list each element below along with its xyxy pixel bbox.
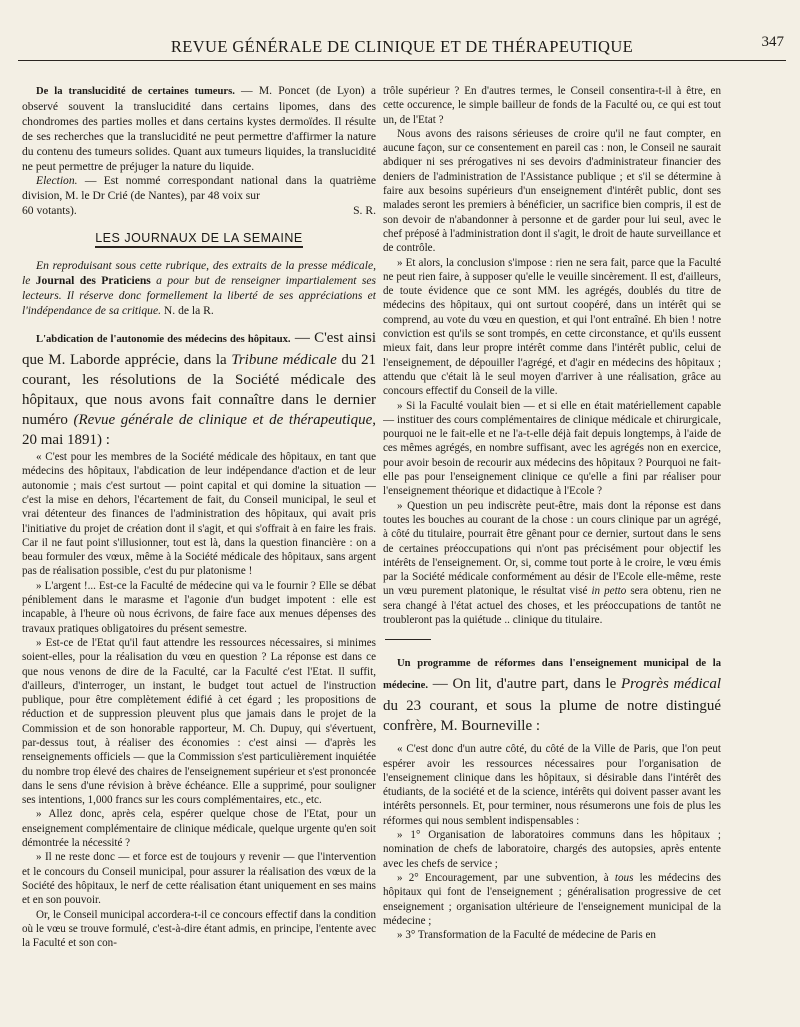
election-last-line: 60 votants). bbox=[22, 204, 77, 218]
intro-part-2: a pour but de renseigner impartialement ses lecteurs. Il réserve donc formellement la liberté de ses appréciations et l'indépendance de sa critique. bbox=[22, 274, 376, 318]
running-head bbox=[18, 30, 786, 61]
left-column bbox=[22, 84, 376, 1021]
election-closing bbox=[22, 204, 376, 219]
paragraph bbox=[383, 499, 721, 628]
intro-signature: N. de la R. bbox=[161, 304, 214, 318]
paragraph: » Si la Faculté voulait bien — et si elle en était matériellement capable — instituer des cours complémentaires de clinique médicale et chirurgicale, pourquoi ne le fait-elle et ne l'a-t-elle déjà fait depuis longtemps, à l'aide de ces mêmes agrégés, en nombre suffisant, avec les agrégés non en exercice, pour avoir besoin de recourir aux médecins des hôpitaux ? Pourquoi ne fait-elle pas pour l'enseignement clinique ce qu'elle a fini par réaliser pour l'enseignement théorique et didactique à l'Ecole ? bbox=[383, 399, 721, 498]
paragraph: Or, le Conseil municipal accordera-t-il ce concours effectif dans la condition où le vœu se trouve formulé, c'est-à-dire étant admis, en principe, l'entente avec la Faculté et son con- bbox=[22, 908, 376, 950]
reform-item-1: » 1° Organisation de laboratoires communs dans les hôpitaux ; nomination de chefs de laboratoire, chargés des autopsies, après entente avec les chefs de service ; bbox=[383, 829, 721, 870]
paragraph: » Et alors, la conclusion s'impose : rien ne sera fait, parce que la Faculté ne peut rien faire, à supposer qu'elle le veuille sincèrement. Il est, d'ailleurs, de toute évidence que ce sont MM. les agrégés, doublés du titre de médecins des hôpitaux, qui ont surtout coopéré, dans un intérêt qui se comprend, au vote du vœu en question, et qui l'ont entraîné. Eh bien ! notre conviction est qu'ils se sont trompés, en cette circonstance, et qu'ils eussent mieux fait, dans leur propre intérêt comme dans l'intérêt public, celui de l'enseignement, de dépouiller l'agrégé, et d'agir en médecins des hôpitaux ; attendu que c'était là le seul moyen d'arriver à une réalisation, grâce au concours effectif du Conseil de la ville. bbox=[383, 256, 721, 398]
section-heading bbox=[22, 231, 376, 246]
programme-lead-text-1: — On lit, d'autre part, dans le bbox=[432, 676, 622, 693]
reform-item-2-emphasis: tous bbox=[614, 871, 634, 884]
paragraph: » L'argent !... Est-ce la Faculté de médecine qui va le fournir ? Elle se débat péniblement dans le marasme et l'agonie d'un budget impotent : elle est incapable, à l'heure où nous écrivons, de faire face aux menues dépenses des travaux pratiques obligatoires du présent semestre. bbox=[22, 579, 376, 635]
in-petto: in petto bbox=[591, 585, 627, 598]
translucidity-note bbox=[22, 84, 376, 174]
abdication-lead-text-2: du 21 courant, les résolutions de la Société médicale des hôpitaux, que nous avons fait connaître dans le dernier numéro bbox=[22, 352, 376, 429]
page-number: 347 bbox=[761, 34, 784, 50]
abdication-lead bbox=[22, 328, 376, 450]
section-heading-text: LES JOURNAUX DE LA SEMAINE bbox=[95, 231, 303, 248]
paragraph: » Allez donc, après cela, espérer quelque chose de l'Etat, pour un enseignement complémentaire de clinique médicale, quelque urgente qu'en soit démontrée la nécessité ? bbox=[22, 808, 376, 850]
abdication-source: Tribune médicale bbox=[231, 352, 337, 369]
programme-heading: Un programme de réformes dans l'enseignement municipal de la médecine. bbox=[383, 658, 721, 692]
election-text: — Est nommé correspondant national dans la quatrième division, M. le Dr Crié (de Nantes), par 48 voix sur bbox=[22, 174, 376, 203]
paragraph: » Est-ce de l'Etat qu'il faut attendre les ressources nécessaires, si minimes soient-elles, pour la réalisation du vœu en question ? La réponse est dans ce que nous venons de dire de la Faculté, car la Faculté c'est l'Etat. Il suffit, d'ailleurs, d'interroger, un instant, le budget tout actuel de l'instruction publique, pour être complètement édifié à cet égard ; les propositions de réduction et de suppression pleuvent plus que jamais dans le projet de la Commission et de son honorable rapporteur, M. Ch. Dupuy, qui s'évertuent, par-dessus tout, à réaliser des économies : c'est ainsi — d'après les renseignements officiels — que la Commission s'est particulièrement inquiétée du nombre trop élevé des chaires de l'enseignement supérieur et s'est prononcée dans le sens d'une révision à brève échéance. Elle a supprimé, pour souligner ses intentions, 1,000 francs sur les cours complémentaires, etc., etc. bbox=[22, 636, 376, 807]
abdication-heading: L'abdication de l'autonomie des médecins des hôpitaux. bbox=[36, 334, 291, 346]
paragraph: Nous avons des raisons sérieuses de croire qu'il ne faut compter, en aucune façon, sur ce consentement en pareil cas : non, le Conseil ne saurait abdiquer ni ses prérogatives ni ses devoirs d'administrateur financier des deniers de l'administration de l'Assistance publique ; et s'il se détermine à faire aux besoins supérieurs d'un enseignement d'intérêt public, dont ses malades seront les premiers à bénéficier, un sacrifice bien compris, il est de son devoir de n'abandonner à personne et de garder pour lui seul, avec le chef préposé à l'administration dont il s'agit, le droit de haute surveillance et de contrôle. bbox=[383, 127, 721, 255]
programme-source: Progrès médical bbox=[621, 676, 721, 693]
election-label: Election. bbox=[36, 174, 78, 188]
paragraph: « C'est pour les membres de la Société médicale des hôpitaux, en tant que médecins des hôpitaux, l'abdication de leur indépendance d'action et de leur autonomie ; mais c'est surtout — point capital et qui domine la situation — c'est la mise en dehors, l'écartement de fait, du Conseil municipal, le seul et vrai détenteur des finances de l'administration des hôpitaux, qui avait pris l'initiative du projet de création dont il s'agit, et qui s'offrait à en faire les frais. Car il ne faut point s'illusionner, tout est là, dans la question financière : on a beau formuler des vœux, même à la Société médicale des hôpitaux, sans argent pas de réalisation possible, c'est du pur platonisme ! bbox=[22, 451, 376, 578]
reform-item-2 bbox=[383, 871, 721, 928]
paragraph: trôle supérieur ? En d'autres termes, le Conseil consentira-t-il à être, en cette occurence, le simple bailleur de fonds de la Faculté ou, ce qui est tout un, de l'Etat ? bbox=[383, 85, 721, 126]
reform-item-2-text-2: les médecins des hôpitaux qui font de l'enseignement ; généralisation progressive de cet enseignement ; organisation ultérieure de l'enseignement municipal de la médecine ; bbox=[383, 871, 721, 927]
right-column bbox=[383, 84, 721, 1021]
abdication-lead-text-1: — C'est ainsi que M. Laborde apprécie, dans la bbox=[22, 330, 376, 369]
programme-lead bbox=[383, 652, 721, 736]
paragraph-text: » Question un peu indiscrète peut-être, mais dont la réponse est dans toutes les bouches au courant de la chose : un cours clinique par un agrégé, à côté du titulaire, pourrait être gênant pour ce dernier, surtout dans le sens de certaines préoccupations qui n'ont pas précisément pour objectif les intérêts de l'enseignement. Or, si, comme tout porte à le croire, le vœu émis par la Société médicale conformément au désir de l'Ecole elle-même, reste un vœu purement platonique, le résultat visé bbox=[383, 499, 721, 598]
paragraph-tail: sera obtenu, rien ne sera changé à l'état actuel des choses, et les préoccupations de tantôt ne troubleront pas la quiétude .. clinique du titulaire. bbox=[383, 585, 721, 626]
intro-journal-name: Journal des Praticiens bbox=[35, 274, 151, 288]
election-note bbox=[22, 174, 376, 204]
rubric-intro bbox=[22, 258, 376, 318]
paragraph: » Il ne reste donc — et force est de toujours y revenir — que l'intervention et le concours du Conseil municipal, pour assurer la réalisation des vœux de la Société des hôpitaux, le nerf de cette réalisation étant uniquement en ses mains et en son pouvoir. bbox=[22, 851, 376, 907]
translucidity-heading: De la translucidité de certaines tumeurs. bbox=[36, 86, 235, 97]
translucidity-text: — M. Poncet (de Lyon) a observé souvent la translucidité dans certains lipomes, dans des chondromes des parties molles et dans certains kystes dermoïdes. Il résulte de ses recherches que la translucidité ne peut permettre d'affirmer la nature du contenu des tumeurs solides. Quant aux tumeurs liquides, la translucidité ne peut permettre de préjuger la nature du liquide. bbox=[22, 84, 376, 173]
programme-lead-text-2: du 23 courant, et sous la plume de notre distingué confrère, M. Bourneville : bbox=[383, 698, 721, 735]
reform-item-3: » 3° Transformation de la Faculté de médecine de Paris en bbox=[397, 929, 656, 942]
abdication-lead-text-3: , 20 mai 1891) : bbox=[22, 412, 376, 449]
journal-title: REVUE GÉNÉRALE DE CLINIQUE ET DE THÉRAPEUTIQUE bbox=[170, 37, 634, 56]
election-signature: S. R. bbox=[353, 204, 376, 218]
article-separator bbox=[385, 639, 431, 640]
abdication-reference: (Revue générale de clinique et de thérapeutique bbox=[73, 412, 373, 429]
paragraph: « C'est donc d'un autre côté, du côté de la Ville de Paris, que l'on peut espérer avoir les ressources nécessaires pour l'organisation de l'enseignement clinique dans les hôpitaux, si désirable dans l'intérêt des étudiants, de la société et de la science, intérêts qui doivent passer avant les intérêts personnels. Et, pour terminer, nous résumerons une fois de plus les réformes qui nous semblent indispensables : bbox=[383, 743, 721, 827]
reform-item-2-text-1: » 2° Encouragement, par une subvention, à bbox=[397, 871, 615, 884]
intro-part-1: En reproduisant sous cette rubrique, des extraits de la presse médicale, le bbox=[22, 259, 376, 288]
